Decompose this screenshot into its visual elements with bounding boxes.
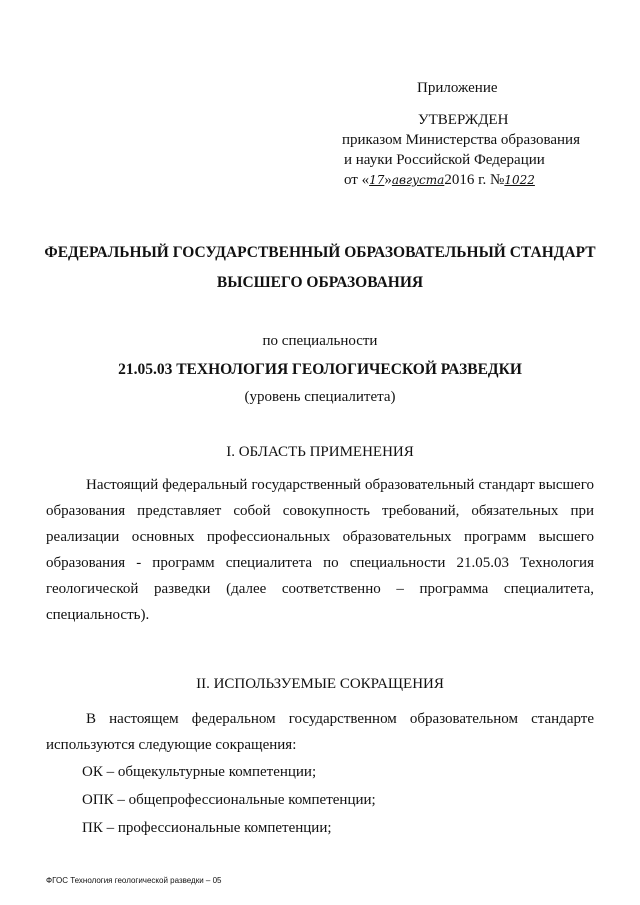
date-number: 1022 — [504, 173, 535, 187]
abbreviation-item: ОК – общекультурные компетенции; — [82, 764, 317, 780]
section-1-paragraph: Настоящий федеральный государственный образовательный стандарт высшего образования представляет собой совокупность требований, обязательных при реализации основных профессиональных образовательных программ высшего образования - программ специалитета по специальности 21.05.03 Технология геологической разведки (далее соответственно – программа специалитета, специальность). — [46, 477, 594, 623]
date-year: 2016 г. № — [444, 172, 505, 188]
section-1-heading: I. ОБЛАСТЬ ПРИМЕНЕНИЯ — [226, 444, 414, 460]
specialty-name: 21.05.03 ТЕХНОЛОГИЯ ГЕОЛОГИЧЕСКОЙ РАЗВЕДКИ — [118, 361, 522, 378]
specialty-prefix: по специальности — [262, 333, 378, 349]
date-prefix: от « — [344, 172, 370, 188]
page-footer: ФГОС Технология геологической разведки – 05 — [46, 876, 222, 885]
date-month: августа — [391, 173, 445, 187]
section-2-intro: В настоящем федеральном государственном образовательном стандарте используются следующие сокращения: — [46, 711, 594, 753]
abbreviation-item: ОПК – общепрофессиональные компетенции; — [82, 792, 376, 808]
appendix-label: Приложение — [417, 80, 498, 96]
specialty-level: (уровень специалитета) — [244, 389, 396, 405]
order-date-line — [330, 170, 610, 190]
order-line-1: приказом Министерства образования — [342, 132, 580, 148]
date-day: 17 — [369, 173, 385, 187]
approved-label: УТВЕРЖДЕН — [418, 112, 509, 128]
date-mid: » — [384, 172, 392, 188]
document-title-line-2: ВЫСШЕГО ОБРАЗОВАНИЯ — [216, 274, 424, 291]
abbreviation-item: ПК – профессиональные компетенции; — [82, 820, 332, 836]
section-2-heading: II. ИСПОЛЬЗУЕМЫЕ СОКРАЩЕНИЯ — [196, 676, 444, 692]
order-line-2: и науки Российской Федерации — [344, 152, 545, 168]
document-title-line-1: ФЕДЕРАЛЬНЫЙ ГОСУДАРСТВЕННЫЙ ОБРАЗОВАТЕЛЬНЫЙ СТАНДАРТ — [44, 244, 596, 261]
approval-block — [330, 78, 610, 190]
